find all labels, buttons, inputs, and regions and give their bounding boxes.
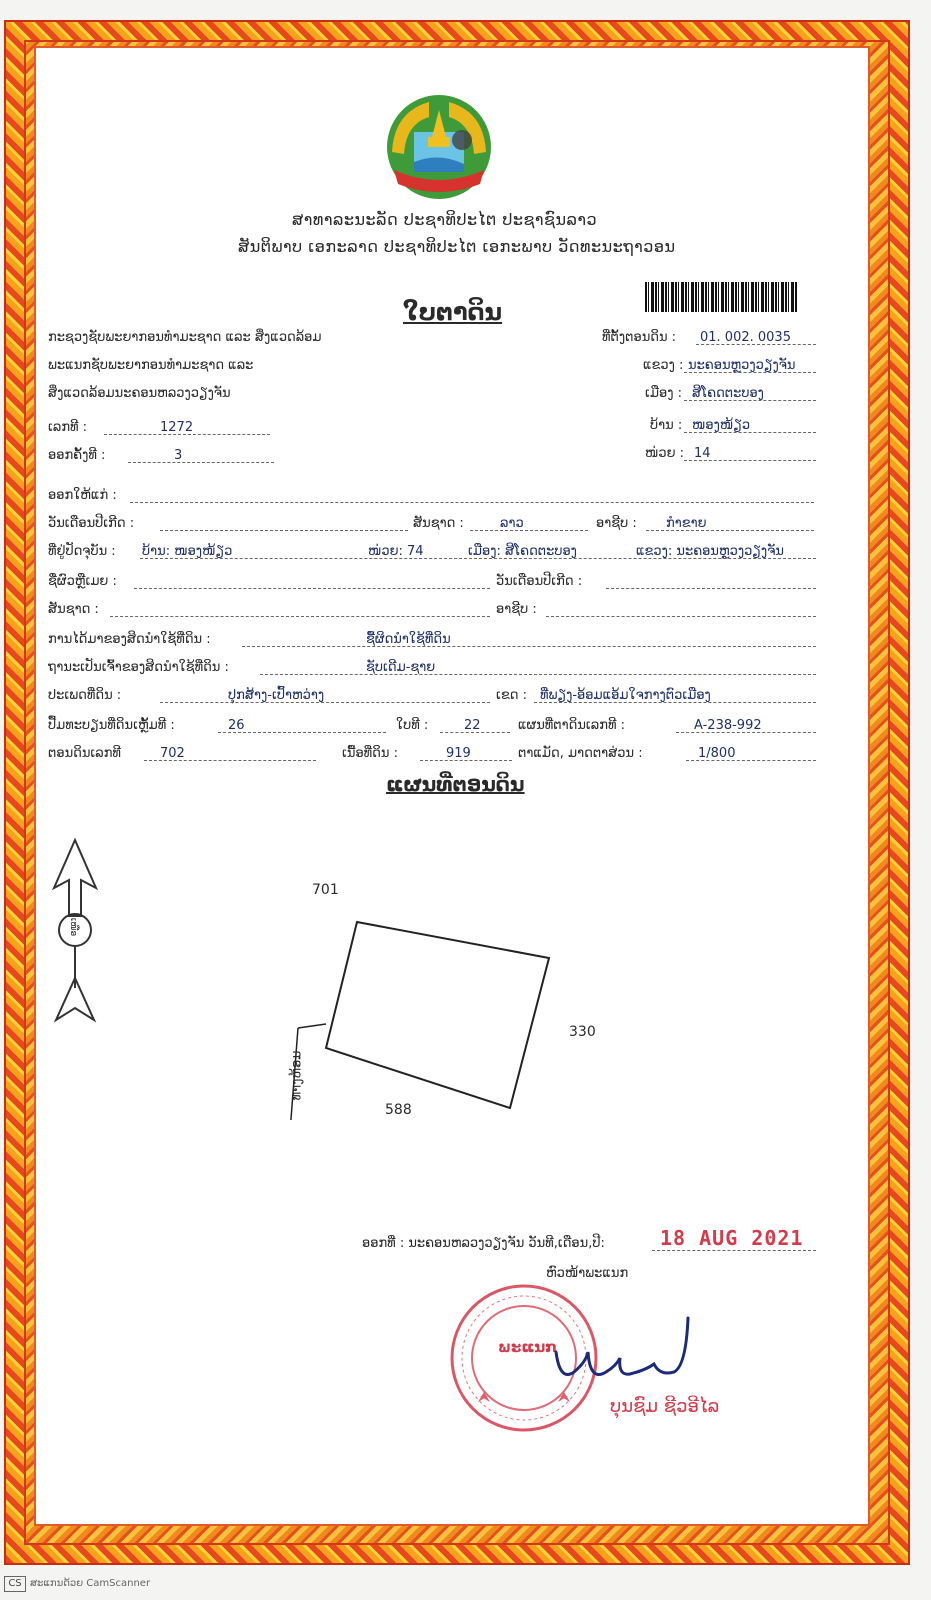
village-label: ບ້ານ : bbox=[650, 418, 683, 433]
issuer-ministry: ກະຊວງຊັບພະຍາກອນທຳມະຊາດ ແລະ ສິ່ງແວດລ້ອມ bbox=[48, 330, 322, 345]
spouse-label: ຊື່ຜົວຫຼືເມຍ : bbox=[48, 574, 117, 589]
camscanner-text: ສະແກນດ້ວຍ CamScanner bbox=[30, 1578, 151, 1589]
issue-date-stamp: 18 AUG 2021 bbox=[660, 1226, 804, 1250]
neighbor-north-label: 701 bbox=[312, 882, 339, 898]
province-value: ນະຄອນຫຼວງວຽງຈັນ bbox=[688, 358, 796, 373]
country-name: ສາທາລະນະລັດ ປະຊາທິປະໄຕ ປະຊາຊົນລາວ bbox=[292, 210, 598, 229]
issue-count-label: ອອກຄັ້ງທີ : bbox=[48, 448, 106, 463]
map-title: ແຜນທີ່ຕອນດິນ bbox=[386, 772, 525, 796]
certificate-number-label: ເລກທີ : bbox=[48, 420, 88, 435]
address-unit: ໜ່ວຍ: 74 bbox=[368, 544, 424, 559]
scale-value: 1/800 bbox=[698, 746, 736, 761]
spouse-nationality-label: ສັນຊາດ : bbox=[48, 602, 99, 617]
issue-count-value: 3 bbox=[174, 448, 183, 463]
certificate-number-value: 1272 bbox=[160, 420, 194, 435]
address-village: ບ້ານ: ໜອງໜ້ຽວ bbox=[142, 544, 233, 559]
document-title: ໃບຕາດິນ bbox=[403, 298, 503, 326]
occupation-value: ກໍາຂາຍ bbox=[666, 516, 707, 531]
parcel-boundary-diagram bbox=[280, 900, 580, 1120]
camscanner-badge: CS bbox=[4, 1576, 26, 1592]
issued-at-label: ອອກທີ່ : ນະຄອນຫລວງວຽງຈັນ ວັນທີ,ເດືອນ,ປີ: bbox=[362, 1236, 605, 1251]
spouse-occupation-label: ອາຊີບ : bbox=[496, 602, 537, 617]
district-label: ເມືອງ : bbox=[645, 386, 683, 401]
spouse-dob-label: ວັນເດືອນປີເກີດ : bbox=[496, 574, 583, 589]
area-value: 919 bbox=[446, 746, 471, 761]
scale-label: ຕາແມັດ, ມາດຕາສ່ວນ : bbox=[518, 746, 643, 761]
neighbor-south-label: 588 bbox=[385, 1102, 412, 1118]
map-number-value: A-238-992 bbox=[694, 718, 762, 733]
register-book-label: ປື້ມທະບຽນທີ່ດິນເຫຼັ້ມທີ : bbox=[48, 718, 175, 733]
barcode bbox=[645, 282, 797, 312]
acquisition-value: ຊື້ຜິດນຳໃຊ້ທີ່ດິນ bbox=[366, 632, 451, 647]
map-number-label: ແຜນທີ່ຕາດິນເລກທີ : bbox=[518, 718, 625, 733]
unit-value: 14 bbox=[694, 446, 711, 461]
page-label: ໃບທີ : bbox=[396, 718, 429, 733]
province-label: ແຂວງ : bbox=[643, 358, 684, 373]
address-province: ແຂວງ: ນະຄອນຫຼວງວຽງຈັນ bbox=[636, 544, 784, 559]
neighbor-east-label: 330 bbox=[569, 1024, 596, 1040]
ownership-status-value: ຊັບເດີມ-ຊາຍ bbox=[366, 660, 436, 675]
handwritten-signature bbox=[550, 1312, 700, 1392]
national-emblem-icon bbox=[384, 92, 494, 202]
parcel-number-label: ຕອນດິນເລກທີ bbox=[48, 746, 121, 761]
road-label: ທາງຫ້ອມ bbox=[289, 1050, 305, 1101]
parcel-code-label: ທີ່ຕັ້ງຕອນດິນ : bbox=[602, 330, 677, 345]
unit-label: ໜ່ວຍ : bbox=[645, 446, 685, 461]
ownership-status-label: ຖານະເປັນເຈົ້າຂອງສິດນໍາໃຊ້ທີ່ດິນ : bbox=[48, 660, 229, 675]
address-label: ທີ່ຢູ່ປັດຈຸບັນ : bbox=[48, 544, 116, 559]
nationality-label: ສັນຊາດ : bbox=[413, 516, 464, 531]
address-district: ເມືອງ: ສີໂຄດຕະບອງ bbox=[468, 544, 577, 559]
issued-to-label: ອອກໃຫ້ແກ່ : bbox=[48, 488, 117, 503]
nationality-value: ລາວ bbox=[500, 516, 524, 531]
land-type-label: ປະເພດທີ່ດິນ : bbox=[48, 688, 122, 703]
occupation-label: ອາຊີບ : bbox=[596, 516, 637, 531]
page-value: 22 bbox=[464, 718, 481, 733]
zone-value: ທີ່ພຽງ-ອ້ອມແອ້ມໃຈກາງຕົວເມືອງ bbox=[540, 688, 711, 703]
district-value: ສີໂຄດຕະບອງ bbox=[692, 386, 764, 401]
parcel-number-value: 702 bbox=[160, 746, 185, 761]
national-motto: ສັນຕິພາບ ເອກະລາດ ປະຊາທິປະໄຕ ເອກະພາບ ວັດທະນະຖາວອນ bbox=[238, 237, 676, 256]
area-label: ເນື້ອທີ່ດິນ : bbox=[342, 746, 398, 761]
signer-name: ບຸນຊົມ ຊີວອີໄລ bbox=[610, 1396, 720, 1417]
dob-label: ວັນເດືອນປີເກີດ : bbox=[48, 516, 135, 531]
seal-text: ພະແນກ bbox=[498, 1338, 558, 1356]
zone-label: ເຂດ : bbox=[496, 688, 527, 703]
acquisition-label: ການໄດ້ມາຂອງສິດນຳໃຊ້ທີ່ດິນ : bbox=[48, 632, 211, 647]
signer-role: ຫົວໜ້າພະແນກ bbox=[546, 1266, 629, 1281]
parcel-code-value: 01. 002. 0035 bbox=[700, 330, 791, 345]
issuer-department-cont: ສິ່ງແວດລ້ອມນະຄອນຫລວງວຽງຈັນ bbox=[48, 386, 231, 401]
issuer-department: ພະແນກຊັບພະຍາກອນທຳມະຊາດ ແລະ bbox=[48, 358, 254, 373]
land-type-value: ປຸກສ້າງ-ເປົ້າຫວ່າງ bbox=[228, 688, 325, 703]
north-label: ເໜືອ bbox=[68, 917, 79, 937]
register-book-value: 26 bbox=[228, 718, 245, 733]
village-value: ໜອງໜ້ຽວ bbox=[692, 418, 751, 433]
